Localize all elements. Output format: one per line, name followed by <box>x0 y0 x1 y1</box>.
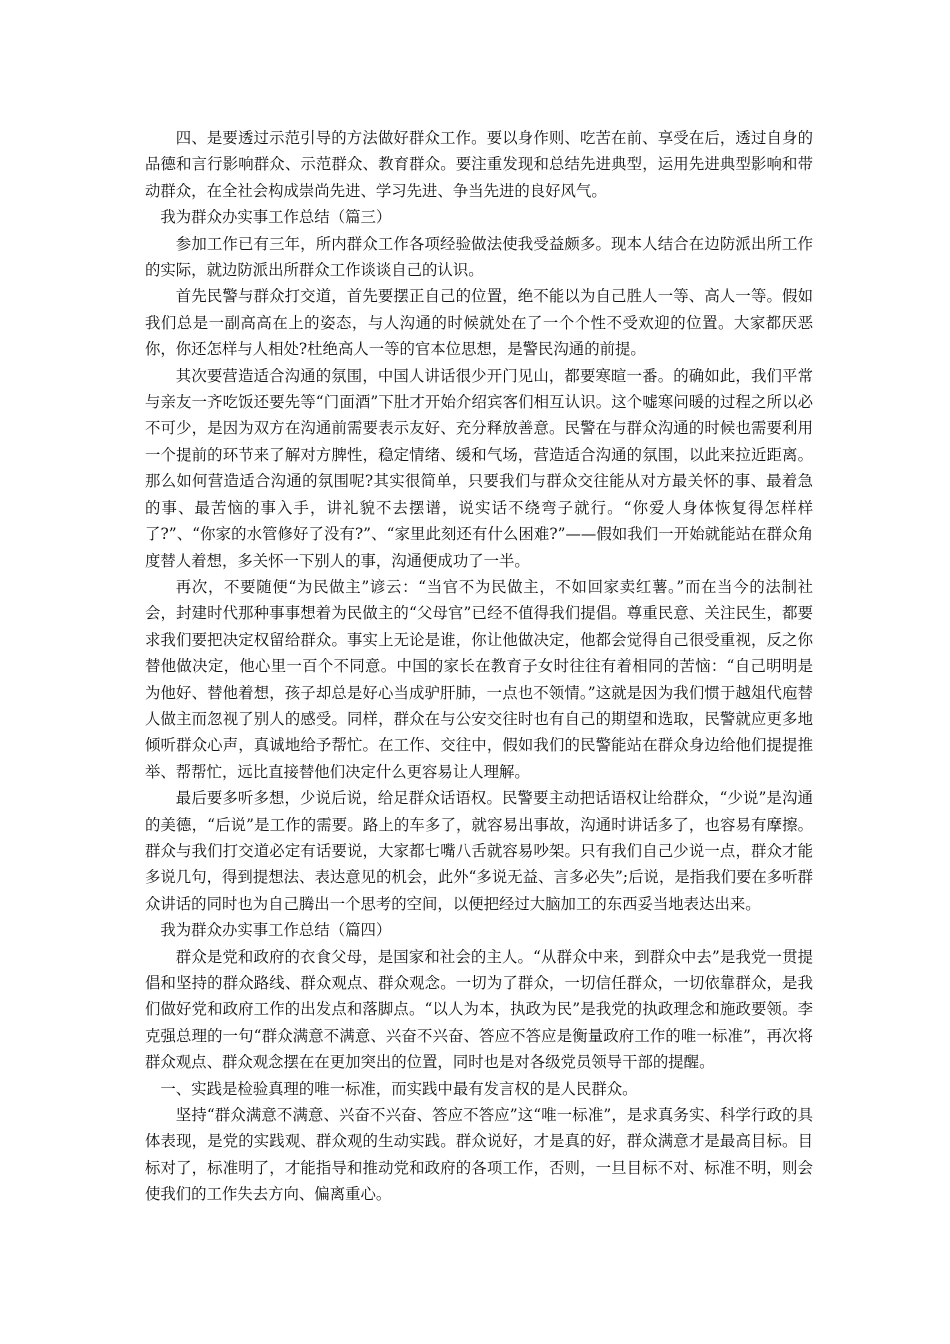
paragraph-intro: 参加工作已有三年，所内群众工作各项经验做法使我受益颇多。现本人结合在边防派出所工作的实际，就边防派出所群众工作谈谈自己的认识。 <box>145 234 813 280</box>
section-heading-part-three: 我为群众办实事工作总结（篇三） <box>160 208 392 227</box>
subheading-practice: 一、实践是检验真理的唯一标准，而实践中最有发言权的是人民群众。 <box>160 1079 638 1098</box>
paragraph-second: 其次要营造适合沟通的氛围，中国人讲话很少开门见山，都要寒暄一番。的确如此，我们平常与亲友一齐吃饭还要先等“门面酒”下肚才开始介绍宾客们相互认识。这个嘘寒问暖的过程之所以必不可少，是因为双方在沟通前需要表示友好、充分释放善意。民警在与群众沟通的时候也需要利用一个提前的环节来了解对方脾性，稳定情绪、缓和气场，营造适合沟通的氛围，以此来拉近距离。那么如何营造适合沟通的氛围呢?其实很简单，只要我们与群众交往能从对方最关怀的事、最着急的事、最苦恼的事入手，讲礼貌不去摆谱，说实话不绕弯子就行。“你爱人身体恢复得怎样样了?”、“你家的水管修好了没有?”、“家里此刻还有什么困难?”——假如我们一开始就能站在群众角度替人着想，多关怀一下别人的事，沟通便成功了一半。 <box>145 366 813 570</box>
paragraph-standard: 坚持“群众满意不满意、兴奋不兴奋、答应不答应”这“唯一标准”，是求真务实、科学行政的具体表现，是党的实践观、群众观的生动实践。群众说好，才是真的好，群众满意才是最高目标。目标对了，标准明了，才能指导和推动党和政府的各项工作，否则，一旦目标不对、标准不明，则会使我们的工作失去方向、偏离重心。 <box>145 1106 813 1204</box>
paragraph-masses: 群众是党和政府的衣食父母，是国家和社会的主人。“从群众中来，到群众中去”是我党一贯提倡和坚持的群众路线、群众观点、群众观念。一切为了群众，一切信任群众，一切依靠群众，是我们做好党和政府工作的出发点和落脚点。“以人为本，执政为民”是我党的执政理念和施政要领。李克强总理的一句“群众满意不满意、兴奋不兴奋、答应不答应是衡量政府工作的唯一标准”，再次将群众观点、群众观念摆在在更加突出的位置，同时也是对各级党员领导干部的提醒。 <box>145 947 813 1072</box>
paragraph-third: 再次，不要随便“为民做主”谚云：“当官不为民做主，不如回家卖红薯。”而在当今的法制社会，封建时代那种事事想着为民做主的“父母官”已经不值得我们提倡。尊重民意、关注民生，都要求我们要把决定权留给群众。事实上无论是谁，你让他做决定，他都会觉得自己很受重视，反之你替他做决定，他心里一百个不同意。中国的家长在教育子女时往往有着相同的苦恼：“自己明明是为他好、替他着想，孩子却总是好心当成驴肝肺，一点也不领情。”这就是因为我们惯于越俎代庖替人做主而忽视了别人的感受。同样，群众在与公安交往时也有自己的期望和选取，民警就应更多地倾听群众心声，真诚地给予帮忙。在工作、交往中，假如我们的民警能站在群众身边给他们提提推举、帮帮忙，远比直接替他们决定什么更容易让人理解。 <box>145 577 813 781</box>
paragraph-principle-four: 四、是要透过示范引导的方法做好群众工作。要以身作则、吃苦在前、享受在后，透过自身的品德和言行影响群众、示范群众、教育群众。要注重发现和总结先进典型，运用先进典型影响和带动群众，在全社会构成崇尚先进、学习先进、争当先进的良好风气。 <box>145 129 813 200</box>
paragraph-first: 首先民警与群众打交道，首先要摆正自己的位置，绝不能以为自己胜人一等、高人一等。假如我们总是一副高高在上的姿态，与人沟通的时候就处在了一个个性不受欢迎的位置。大家都厌恶你，你还怎样与人相处?杜绝高人一等的官本位思想，是警民沟通的前提。 <box>145 287 813 359</box>
section-heading-part-four: 我为群众办实事工作总结（篇四） <box>160 921 392 940</box>
paragraph-last: 最后要多听多想，少说后说，给足群众话语权。民警要主动把话语权让给群众，“少说”是沟通的美德，“后说”是工作的需要。路上的车多了，就容易出事故，沟通时讲话多了，也容易有摩擦。群众与我们打交道必定有话要说，大家都七嘴八舌就容易吵架。只有我们自己少说一点，群众才能多说几句，得到提想法、表达意见的机会，此外“多说无益、言多必失”;后说，是指我们要在多听群众讲话的同时也为自己腾出一个思考的空间，以便把经过大脑加工的东西妥当地表达出来。 <box>145 789 813 913</box>
document-page <box>145 125 813 1208</box>
